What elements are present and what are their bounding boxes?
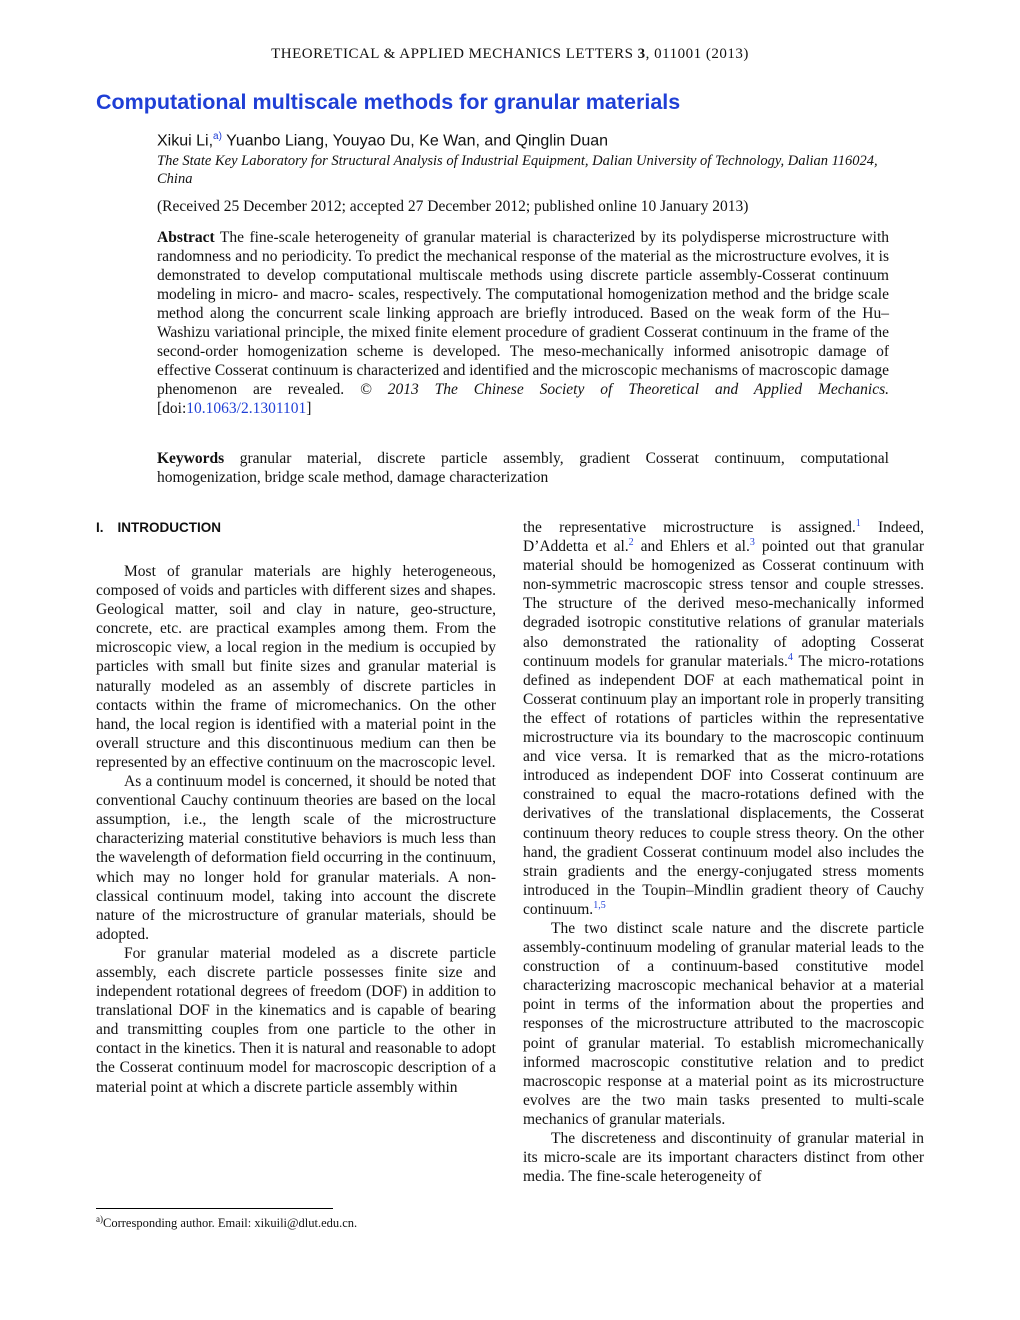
doi-prefix: [doi: <box>157 400 187 417</box>
text-run: pointed out that granular material should be homogenized as Cosserat continuum with non-symmetric macroscopic stress tensor and couple stresses. The structure of the derived meso-mechanically informed degraded isotropic constitutive relations of granular materials also demonstrated the rationality of adopting Cosserat continuum models for granular materials. <box>523 538 924 670</box>
journal-name: THEORETICAL & APPLIED MECHANICS LETTERS <box>271 46 634 62</box>
footnote-text: Corresponding author. Email: xikuili@dlut.edu.cn. <box>103 1216 358 1231</box>
paragraph: Most of granular materials are highly heterogeneous, composed of voids and particles with different sizes and shapes. Geological matter, soil and clay in nature, geo-structure, concrete, etc. are practical examples among them. From the microscopic view, a local region in the medium is occupied by particles with small but finite sizes and granular material is naturally modeled as an assembly of discrete particles in contacts within the frame of micromechanics. On the other hand, the local region is identified with a material point in the overall structure and this discontinuous medium can then be represented by an effective continuum on the macroscopic level. <box>96 563 496 771</box>
citation-ref[interactable]: 4 <box>787 651 793 663</box>
right-column <box>523 518 924 1186</box>
footnote <box>96 1214 357 1231</box>
citation-ref[interactable]: 3 <box>749 536 755 548</box>
doi-link[interactable]: 10.1063/2.1301101 <box>186 400 307 417</box>
received-dates: (Received 25 December 2012; accepted 27 December 2012; published online 10 January 2013) <box>157 198 749 215</box>
author-list <box>157 131 608 150</box>
text-run: The micro-rotations defined as independent DOF at each mathematical point in Cosserat continuum play an important role in properly transiting the effect of rotations of particles within the representative microstructure via its boundary to the macroscopic continuum and vice versa. It is remarked that as the micro-rotations introduced as independent DOF into Cosserat continuum are constrained to equal the macro-rotations defined with the derivatives of the translational displacements, the Cosserat continuum theory reduces to couple stress theory. On the other hand, the gradient Cosserat continuum model also includes the strain gradients and the energy-conjugated stress moments introduced in the Toupin–Mindlin gradient theory of Cauchy continuum. <box>523 652 924 918</box>
paper-title: Computational multiscale methods for granular materials <box>96 90 681 114</box>
journal-issue-year: , 011001 (2013) <box>645 46 749 62</box>
paragraph <box>523 518 924 919</box>
footnote-marker: a) <box>96 1214 103 1224</box>
section-title: INTRODUCTION <box>117 520 222 535</box>
doi-suffix: ] <box>306 400 312 417</box>
keywords <box>157 449 889 487</box>
abstract <box>157 228 889 418</box>
affiliation: The State Key Laboratory for Structural Analysis of Industrial Equipment, Dalian University of Technology, Dalian 116024, China <box>157 153 878 187</box>
author-footnote-marker[interactable]: a) <box>213 131 222 142</box>
text-run: and Ehlers et al. <box>633 538 750 556</box>
citation-ref[interactable]: 1 <box>855 517 861 529</box>
text-run: the representative microstructure is assigned. <box>523 519 856 536</box>
running-head <box>0 46 1020 63</box>
citation-ref[interactable]: 1,5 <box>593 899 606 911</box>
text-run: Indeed, D’Addetta et al. <box>523 519 925 556</box>
citation-ref[interactable]: 2 <box>628 536 634 548</box>
paragraph: The discreteness and discontinuity of granular material in its micro-scale are its important characters distinct from other media. The fine-scale heterogeneity of <box>523 1130 924 1186</box>
section-number: I. <box>96 520 104 535</box>
abstract-label: Abstract <box>157 229 215 246</box>
left-column <box>96 562 496 1097</box>
paragraph: For granular material modeled as a discrete particle assembly, each discrete particle possesses finite size and independent rotational degrees of freedom (DOF) in addition to translational DOF in the kinematics and is capable of bearing and transmitting couples from one particle to the other in contact in the kinetics. Then it is natural and reasonable to adopt the Cosserat continuum model for macroscopic description of a material point at which a discrete particle assembly within <box>96 944 496 1096</box>
journal-volume: 3 <box>637 46 646 62</box>
first-author: Xikui Li, <box>157 132 214 150</box>
other-authors: Yuanbo Liang, Youyao Du, Ke Wan, and Qinglin Duan <box>221 132 609 150</box>
paragraph: As a continuum model is concerned, it should be noted that conventional Cauchy continuum theories are based on the local assumption, i.e., the length scale of the microstructure characterizing material constitutive behaviors is much less than the wavelength of deformation field occurring in the continuum, which may no longer hold for granular materials. A non-classical continuum model, taking into account the discrete nature of the microstructure of granular materials, should be adopted. <box>96 773 496 943</box>
abstract-text: The fine-scale heterogeneity of granular material is characterized by its polydisperse microstructure with randomness and no periodicity. To predict the mechanical response of the material as the microstructure evolves, it is demonstrated to develop computational multiscale methods using discrete particle assembly-Cosserat continuum modeling in micro- and macro- scales, respectively. The computational homogenization method and the bridge scale method along the concurrent scale linking approach are briefly introduced. Based on the weak form of the Hu–Washizu variational principle, the mixed finite element procedure of gradient Cosserat continuum in the frame of the second-order homogenization scheme is developed. The meso-mechanically informed anisotropic damage of effective Cosserat continuum is characterized and identified and the microscopic mechanisms of macroscopic damage phenomenon are revealed. <box>157 229 889 398</box>
keywords-label: Keywords <box>157 450 225 467</box>
section-heading <box>96 520 221 535</box>
paragraph: The two distinct scale nature and the discrete particle assembly-continuum modeling of granular material leads to the construction of a continuum-based constitutive model characterizing macroscopic mechanical behavior at a material point in terms of the information about the properties and responses of the microstructure attributed to the macroscopic point of granular material. To establish micromechanically informed macroscopic constitutive relation and to predict macroscopic response at a material point as its microstructure evolves are the two main tasks presented to multi-scale mechanics of granular materials. <box>523 919 924 1128</box>
keywords-text: granular material, discrete particle assembly, gradient Cosserat continuum, computational homogenization, bridge scale method, damage characterization <box>157 450 889 486</box>
footnote-rule <box>96 1208 333 1209</box>
copyright-notice: © 2013 The Chinese Society of Theoretical and Applied Mechanics. <box>344 381 889 398</box>
